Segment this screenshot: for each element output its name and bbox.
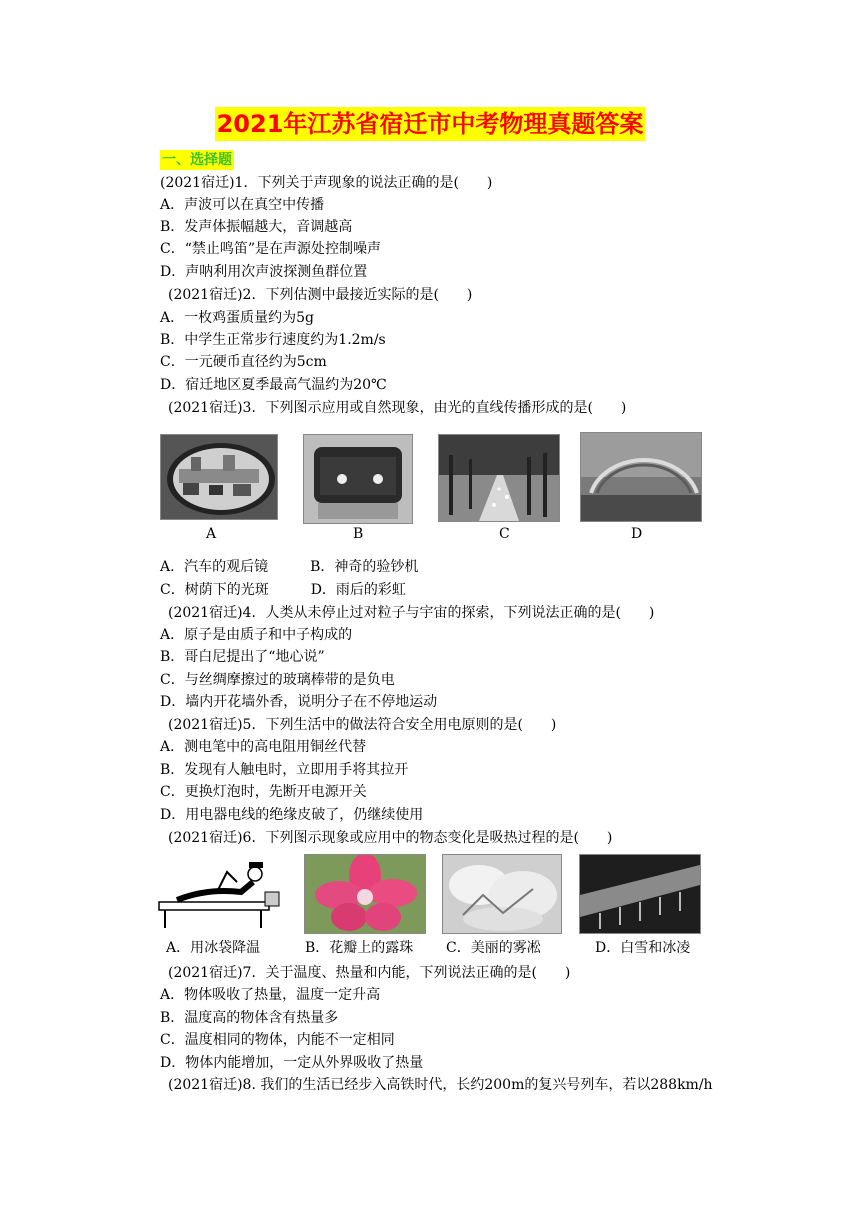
icicle-photo: [579, 854, 701, 934]
flower-dew-photo: [304, 854, 426, 934]
question-4-stem: (2021宿迁)4．人类从未停止过对粒子与宇宙的探索，下列说法正确的是( ): [168, 605, 655, 621]
question-6-option-d: D．白雪和冰凌: [595, 940, 691, 956]
question-8-stem: (2021宿迁)8. 我们的生活已经步入高铁时代，长约200m的复兴号列车，若以288km/h: [168, 1077, 713, 1093]
document-title: 2021年江苏省宿迁市中考物理真题答案: [215, 107, 646, 141]
question-7-option-c: C．温度相同的物体，内能不一定相同: [160, 1032, 395, 1048]
rime-photo: [442, 854, 562, 934]
question-7-option-a: A．物体吸收了热量，温度一定升高: [160, 987, 381, 1003]
question-2-option-b: B．中学生正常步行速度约为1.2m/s: [160, 332, 386, 348]
question-5-option-d: D．用电器电线的绝缘皮破了，仍继续使用: [160, 807, 424, 823]
image-label-b: B: [353, 526, 364, 542]
question-4-option-b: B．哥白尼提出了“地心说”: [160, 649, 325, 665]
question-2-stem: (2021宿迁)2．下列估测中最接近实际的是( ): [168, 287, 473, 303]
question-7-stem: (2021宿迁)7．关于温度、热量和内能，下列说法正确的是( ): [168, 965, 571, 981]
car-mirror-photo: [160, 434, 278, 520]
question-1-option-b: B．发声体振幅越大，音调越高: [160, 219, 353, 235]
question-1-stem: (2021宿迁)1．下列关于声现象的说法正确的是( ): [160, 175, 493, 191]
question-4-option-a: A．原子是由质子和中子构成的: [160, 627, 353, 643]
image-label-d: D: [631, 526, 643, 542]
question-6-option-c: C．美丽的雾凇: [446, 940, 541, 956]
question-1-option-d: D．声呐利用次声波探测鱼群位置: [160, 264, 368, 280]
tree-shade-photo: [438, 434, 560, 522]
section-heading: 一、选择题: [162, 152, 232, 168]
question-3-options-row-2: C．树荫下的光斑 D．雨后的彩虹: [160, 582, 406, 598]
question-7-option-b: B．温度高的物体含有热量多: [160, 1010, 339, 1026]
question-5-option-b: B．发现有人触电时，立即用手将其拉开: [160, 762, 409, 778]
question-5-option-a: A．测电笔中的高电阻用铜丝代替: [160, 739, 367, 755]
question-1-option-c: C．“禁止鸣笛”是在声源处控制噪声: [160, 241, 382, 257]
question-1-option-a: A．声波可以在真空中传播: [160, 197, 325, 213]
question-4-option-d: D．墙内开花墙外香，说明分子在不停地运动: [160, 694, 438, 710]
question-3-options-row-1: A．汽车的观后镜 B．神奇的验钞机: [160, 559, 419, 575]
question-4-option-c: C．与丝绸摩擦过的玻璃棒带的是负电: [160, 672, 395, 688]
question-2-option-c: C．一元硬币直径约为5cm: [160, 354, 327, 370]
currency-detector-photo: [303, 434, 413, 524]
rainbow-photo: [580, 432, 702, 522]
image-label-c: C: [499, 526, 510, 542]
question-6-option-a: A．用冰袋降温: [166, 940, 261, 956]
ice-bag-cooling-drawing: [157, 852, 283, 932]
question-2-option-d: D．宿迁地区夏季最高气温约为20℃: [160, 377, 387, 393]
question-5-option-c: C．更换灯泡时，先断开电源开关: [160, 784, 367, 800]
question-6-option-b: B．花瓣上的露珠: [305, 940, 414, 956]
question-3-stem: (2021宿迁)3．下列图示应用或自然现象，由光的直线传播形成的是( ): [168, 400, 627, 416]
question-7-option-d: D．物体内能增加，一定从外界吸收了热量: [160, 1055, 424, 1071]
question-5-stem: (2021宿迁)5．下列生活中的做法符合安全用电原则的是( ): [168, 717, 557, 733]
question-6-stem: (2021宿迁)6．下列图示现象或应用中的物态变化是吸热过程的是( ): [168, 830, 613, 846]
image-label-a: A: [206, 526, 217, 542]
question-2-option-a: A．一枚鸡蛋质量约为5g: [160, 310, 314, 326]
